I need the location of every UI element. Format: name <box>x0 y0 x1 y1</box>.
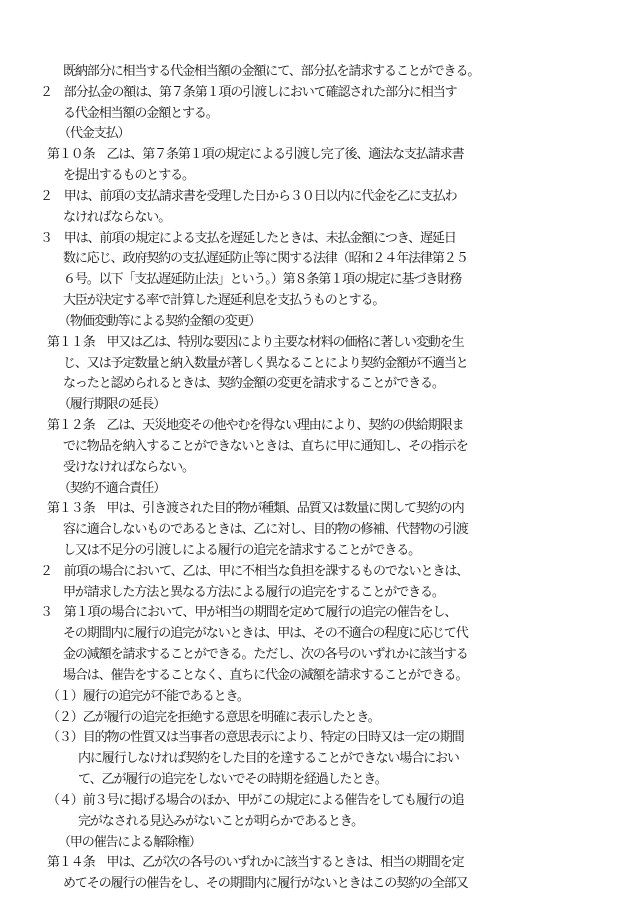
text-line: 数に応じ、政府契約の支払遅延防止等に関する法律（昭和２４年法律第２５ <box>63 251 468 267</box>
text-line: 内に履行しなければ契約をした目的を達することができない場合におい <box>78 751 459 767</box>
article-line: 第１０条 乙は、第７条第１項の規定による引渡し完了後、適法な支払請求書 <box>47 147 464 163</box>
text-line: を提出するものとする。 <box>63 168 194 184</box>
text-line: 場合は、催告をすることなく、直ちに代金の減額を請求することができる。 <box>63 667 468 683</box>
text-line: る代金相当額の金額とする。 <box>63 105 218 121</box>
text-line: 容に適合しないものであるときは、乙に対し、目的物の修補、代替物の引渡 <box>63 522 468 538</box>
text-line: その期間内に履行の追完がないときは、甲は、その不適合の程度に応じて代 <box>63 626 468 642</box>
text-line: なければならない。 <box>63 209 171 225</box>
text-line: 既納部分に相当する代金相当額の金額にて、部分払を請求することができる。 <box>63 64 480 79</box>
text-line: じ、又は予定数量と納入数量が著しく異なることにより契約金額が不適当と <box>63 355 468 371</box>
list-item: （１）履行の追完が不能であるとき。 <box>47 688 249 704</box>
text-line: 金の減額を請求することができる。ただし、次の各号のいずれかに該当する <box>63 647 468 663</box>
text-line: 完がなされる見込みがないことが明らかであるとき。 <box>78 813 364 829</box>
text-line: ２ 甲は、前項の支払請求書を受理した日から３０日以内に代金を乙に支払わ <box>40 188 457 204</box>
text-line: ２ 部分払金の額は、第７条第１項の引渡しにおいて確認された部分に相当す <box>40 84 457 100</box>
text-line: ６号。以下「支払遅延防止法」という。）第８条第１項の規定に基づき財務 <box>63 272 462 288</box>
text-line: 受けなければならない。 <box>63 459 194 475</box>
text-line: て、乙が履行の追完をしないでその時期を経過したとき。 <box>78 772 387 788</box>
text-line: ３ 第１項の場合において、甲が相当の期間を定めて履行の追完の催告をし、 <box>40 605 457 621</box>
text-line: 大臣が決定する率で計算した遅延利息を支払うものとする。 <box>63 293 385 309</box>
section-heading: （契約不適合責任） <box>58 480 166 496</box>
section-heading: （物価変動等による契約金額の変更） <box>58 313 261 329</box>
section-heading: （代金支払） <box>58 126 130 142</box>
text-line: でに物品を納入することができないときは、直ちに甲に通知し、その指示を <box>63 438 468 454</box>
text-line: ２ 前項の場合において、乙は、甲に不相当な負担を課するものでないときは、 <box>40 563 469 579</box>
text-line: ３ 甲は、前項の規定による支払を遅延したときは、未払金額につき、遅延日 <box>40 230 456 246</box>
list-item: （４）前３号に掲げる場合のほか、甲がこの規定による催告をしても履行の追 <box>47 792 464 808</box>
section-heading: （履行期限の延長） <box>58 397 166 413</box>
list-item: （２）乙が履行の追完を拒絶する意思を明確に表示したとき。 <box>47 709 380 725</box>
section-heading: （甲の催告による解除権） <box>58 834 201 850</box>
article-line: 第１１条 甲又は乙は、特別な要因により主要な材料の価格に著しい変動を生 <box>47 334 464 350</box>
text-line: し又は不足分の引渡しによる履行の追完を請求することができる。 <box>63 542 421 558</box>
article-line: 第１３条 甲は、引き渡された目的物が種類、品質又は数量に関して契約の内 <box>47 501 464 517</box>
article-line: 第１４条 甲は、乙が次の各号のいずれかに該当するときは、相当の期間を定 <box>47 855 464 871</box>
list-item: （３）目的物の性質又は当事者の意思表示により、特定の日時又は一定の期間 <box>47 730 464 746</box>
text-line: めてその履行の催告をし、その期間内に履行がないときはこの契約の全部又 <box>63 876 468 892</box>
text-line: なったと認められるときは、契約金額の変更を請求することができる。 <box>63 376 444 392</box>
article-line: 第１２条 乙は、天災地変その他やむを得ない理由により、契約の供給期限ま <box>47 418 464 434</box>
text-line: 甲が請求した方法と異なる方法による履行の追完をすることができる。 <box>63 584 444 600</box>
